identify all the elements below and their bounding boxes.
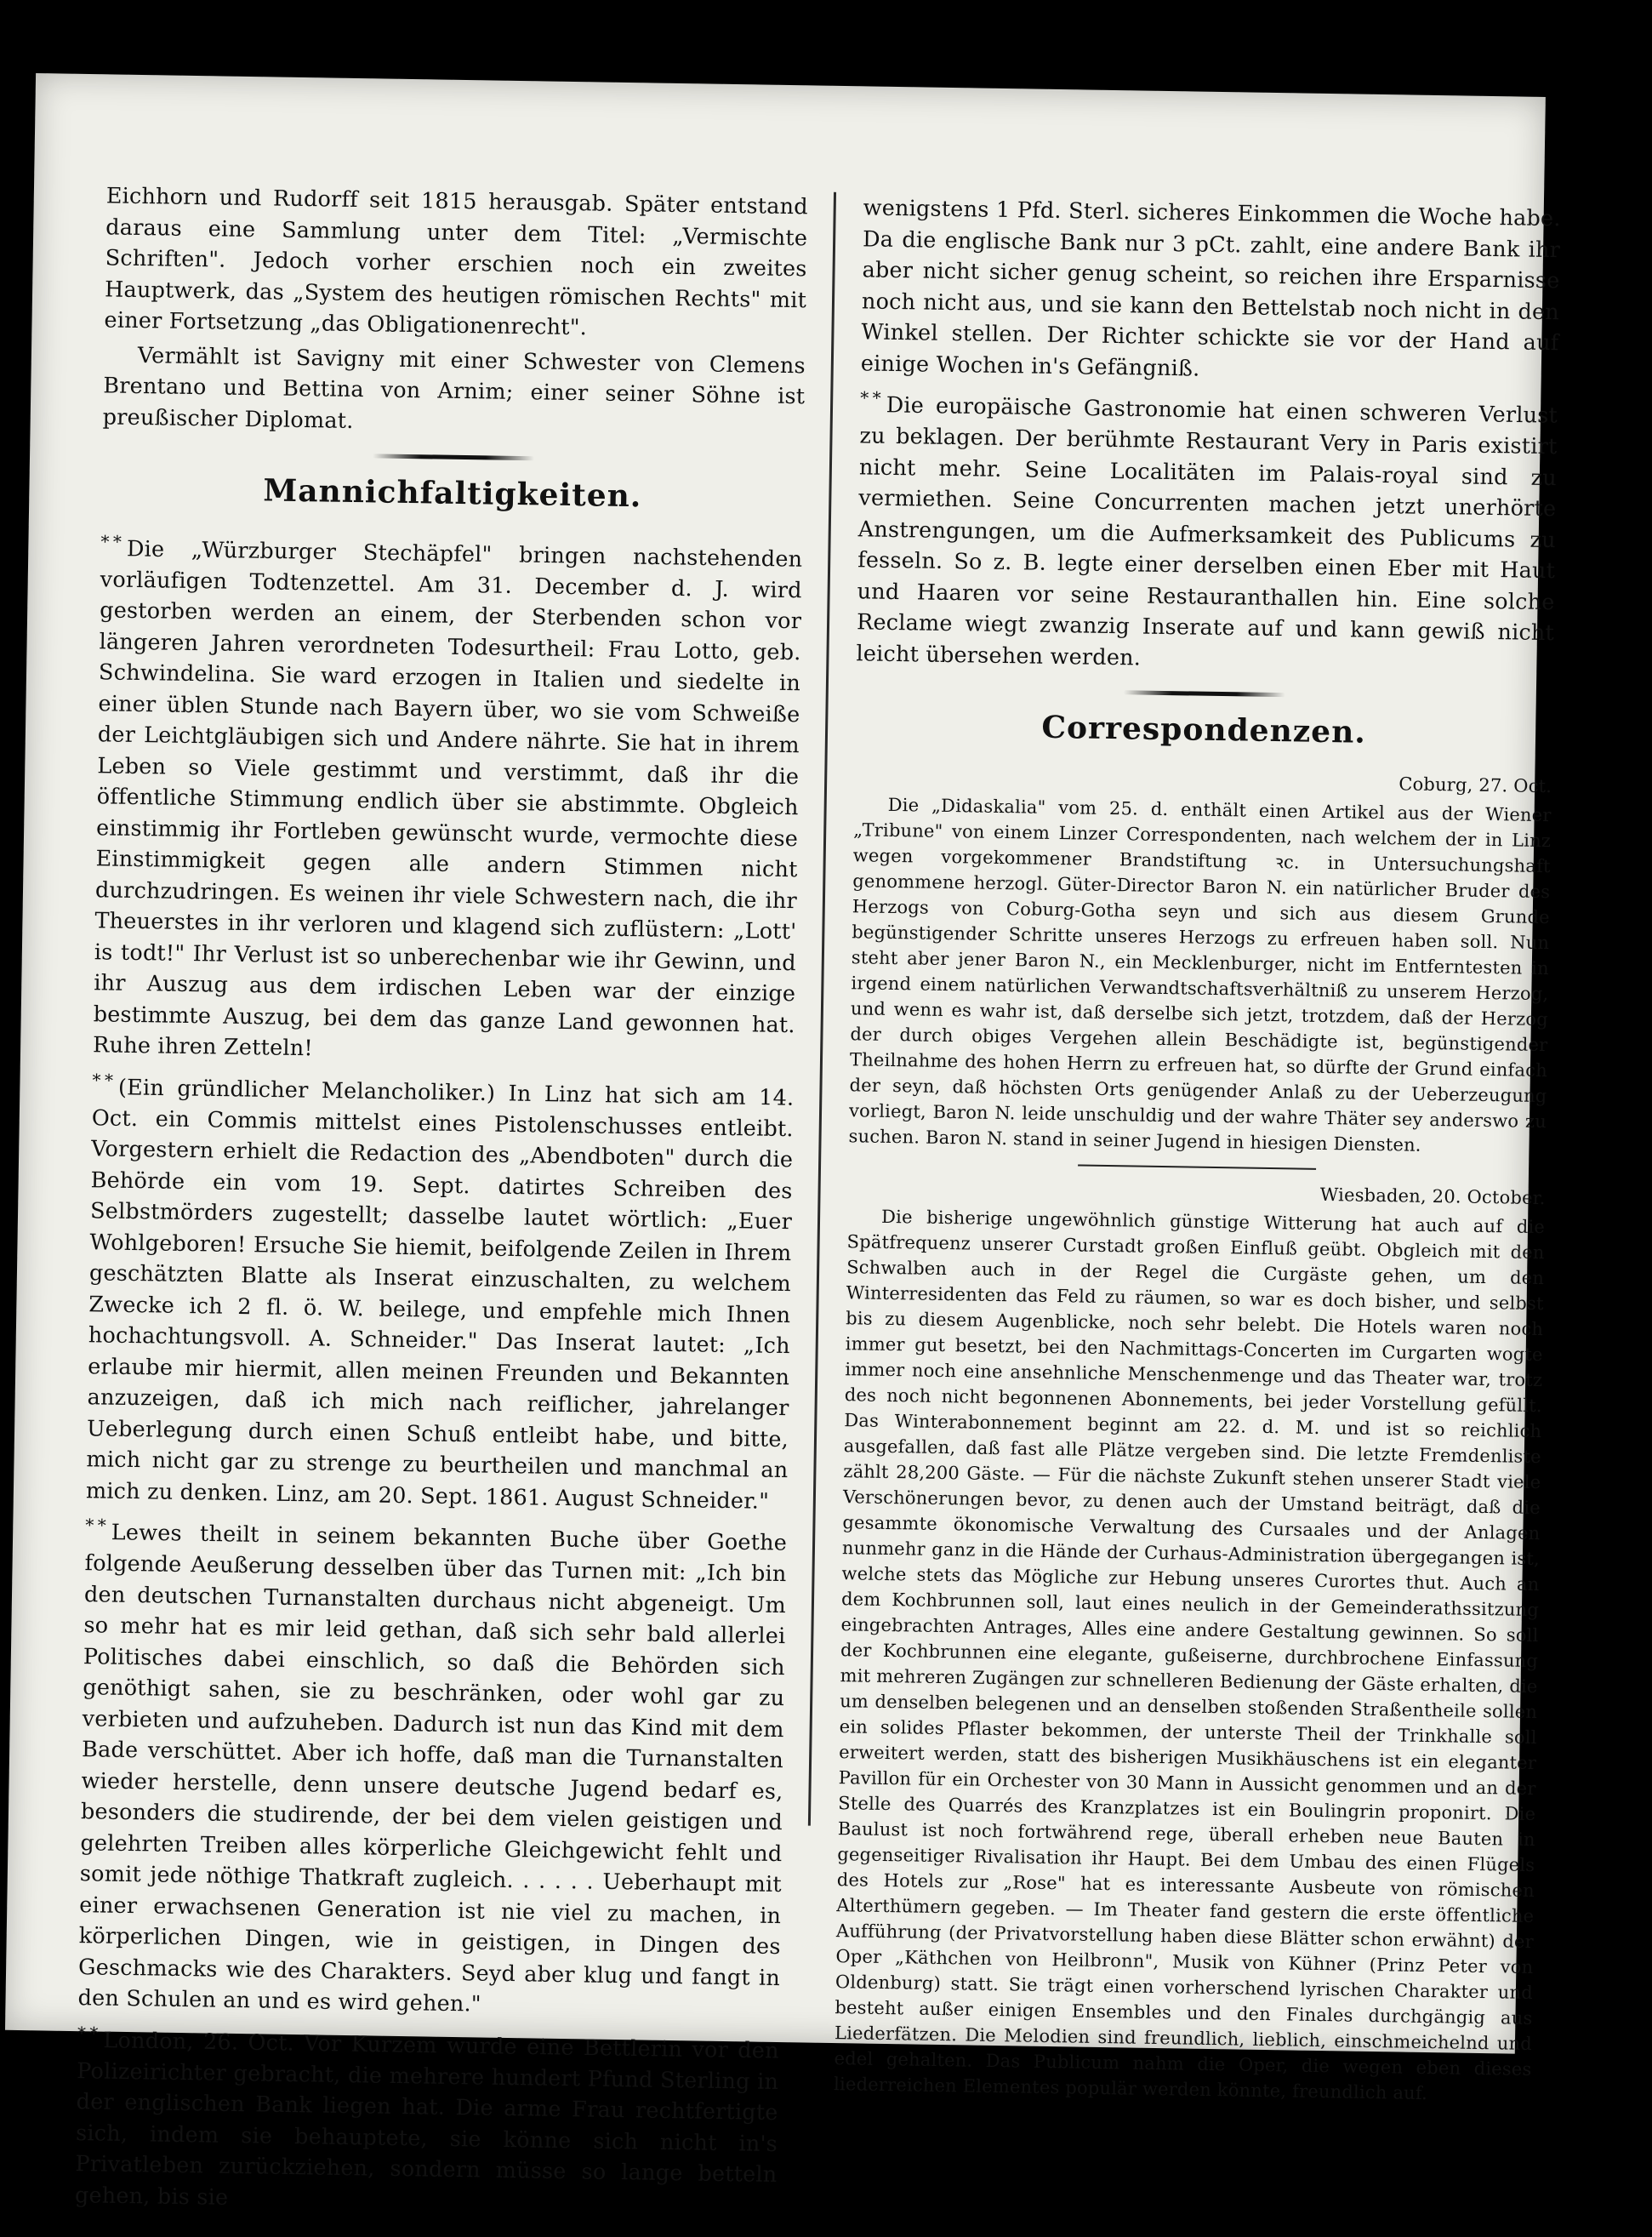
coburg-dateline: Coburg, 27. Oct. [1399, 773, 1552, 796]
intro-paragraph-2: Vermählt ist Savigny mit einer Schwester von Clemens Brentano und Bettina von Arnim; einer seiner Söhne ist preußischer Diplomat. [102, 342, 806, 434]
article-melancholiker-text: (Ein gründlicher Melancholiker.) In Linz hat sich am 14. Oct. ein Commis mittelst eines Pistolenschusses entleibt. Vorgestern erhielt die Redaction des „Abendboten" durch die Behörde ein vom 19. Sept. datirtes Schreiben des Selbstmörders zugestellt; dasselbe lautet wörtlich: „Euer Wohlgeboren! Ersuche Sie hiemit, beifolgende Zeilen in Ihrem geschätzten Blatte als Inserat einzuschalten, zu welchem Zwecke ich 2 fl. ö. W. beilege, und empfehle mich Ihnen hochachtungsvoll. A. Schneider." Das Inserat lautet: „Ich erlaube mir hiermit, allen meinen Freunden und Bekannten anzuzeigen, daß ich mich nach reiflicher, jahrelanger Ueberlegung durch einen Schuß entleibt habe, und bitte, mich nicht gar zu strenge zu beurtheilen und manchmal an mich zu denken. Linz, am 20. Sept. 1861. August Schneider." [85, 1074, 795, 1515]
asterism-marker: * * [77, 2022, 99, 2043]
column-divider [808, 192, 836, 1826]
right-column [834, 192, 1561, 2110]
article-gastronomie [856, 382, 1558, 680]
article-gastronomie-text: Die europäische Gastronomie hat einen schweren Verlust zu beklagen. Der berühmte Restaurant Very in Paris existirt nicht mehr. Seine Localitäten im Palais-royal sind zu vermiethen. Seine Concurrenten machen jetzt unerhörte Anstrengungen, um die Aufmerksamkeit des Publicums zu fesseln. So z. B. legte einer derselben einen Eber mit Haut und Haaren vor seine Restauranthallen hin. Eine solche Reclame wiegt zwanzig Inserate auf und kann gewiß nicht leicht übersehen werden. [856, 392, 1558, 671]
article-stechaepfel [93, 526, 803, 1072]
intro-paragraph-1: Eichhorn und Rudorff seit 1815 herausgab. Später entstand daraus eine Sammlung unter dem Titel: „Vermischte Schriften". Jedoch vorher erschien noch ein zweites Hauptwerk, das „System des heutigen römischen Rechts" mit einer Fortsetzung „das Obligationenrecht". [104, 183, 808, 341]
asterism-marker: * * [92, 1069, 114, 1091]
section-heading-correspondenzen: Correspondenzen. [1041, 709, 1367, 750]
left-column [75, 180, 808, 2225]
article-london-continued: wenigstens 1 Pfd. Sterl. sicheres Einkommen die Woche habe. Da die englische Bank nur 3 pCt. zahlt, eine andere Bank ihr aber nicht sicher genug scheint, so reichen ihre Ersparnisse noch nicht aus, und sie kann den Bettelstab noch nicht in den Winkel stellen. Der Richter schickte sie vor der Hand auf einige Wochen in's Gefängniß. [860, 195, 1561, 382]
report-divider [1078, 1164, 1316, 1169]
section-heading-mannichfaltigkeiten: Mannichfaltigkeiten. [263, 472, 642, 515]
article-london-text: London, 26. Oct. Vor Kurzem wurde eine Bettlerin vor den Polizeirichter gebracht, die mehrere hundert Pfund Sterling in der englischen Bank liegen hat. Die arme Frau rechtfertigte sich, indem sie behauptete, sie könne sich nicht in's Privatleben zurückziehen, sondern müsse so lange betteln gehen, bis sie [74, 2027, 779, 2211]
asterism-marker: * * [860, 387, 882, 408]
newspaper-page [5, 73, 1561, 2211]
section-rule [1124, 690, 1285, 697]
article-london [75, 2017, 779, 2222]
asterism-marker: * * [85, 1515, 107, 1536]
wiesbaden-dateline: Wiesbaden, 20. October. [1319, 1184, 1546, 1208]
wiesbaden-report: Die bisherige ungewöhnlich günstige Witterung hat auch auf die Spätfrequenz unserer Curstadt großen Einfluß geübt. Obgleich mit den Schwalben auch in der Regel die Curgäste gehen, um den Winterresidenten das Feld zu räumen, so war es doch bisher, und selbst bis zu diesem Augenblicke, noch sehr belebt. Die Hotels waren noch immer gut besetzt, bei den Nachmittags-Concerten im Curgarten wogte immer noch eine ansehnliche Menschenmenge und das Theater war, trotz des noch nicht begonnenen Abonnements, bei jeder Vorstellung gefüllt. Das Winterabonnement beginnt am 22. d. M. und ist so reichlich ausgefallen, daß fast alle Plätze vergeben sind. Die letzte Fremdenliste zählt 28,200 Gäste. — Für die nächste Zukunft stehen unserer Stadt viele Verschönerungen bevor, zu denen auch der Umstand beiträgt, daß die gesammte ökonomische Verwaltung des Cursaales und der Anlagen nunmehr ganz in die Hände der Curhaus-Administration übergegangen ist, welche stets das Mögliche zur Hebung unseres Curortes thut. Auch an dem Kochbrunnen soll, laut eines neulich in der Gemeinderathssitzung eingebrachten Antrages, Alles eine andere Gestaltung gewinnen. So soll der Kochbrunnen eine elegante, gußeiserne, durchbrochene Einfassung mit mehreren Zugängen zur schnelleren Bedienung der Gäste erhalten, die um denselben belegenen und an denselben stoßenden Straßentheile sollen ein solides Pflaster bekommen, der unterste Theil der Trinkhalle soll erweitert werden, statt des bisherigen Musikhäuschens ist ein eleganter Pavillon für ein Orchester von 30 Mann in Aussicht genommen und an der Stelle des Quarrés des Kranzplatzes ist ein Boulingrin proponirt. Die Baulust ist noch fortwährend rege, überall erheben neue Bauten in gegenseitiger Rivalisation ihr Haupt. Bei dem Umbau des einen Flügels des Hotels zur „Rose" hat es interessante Ausbeute von römischen Alterthümern gegeben. — Im Theater fand gestern die erste öffentliche Aufführung (der Privatvorstellung haben diese Blätter schon erwähnt) der Oper „Käthchen von Heilbronn", Musik von Kühner (Prinz Peter von Oldenburg) statt. Sie trägt einen vorherschend lyrischen Charakter und besteht außer einigen Ensembles und den Finales durchgängig aus Liederfätzen. Die Melodien sind freundlich, lieblich, einschmeichelnd und edel gehalten. Das Publicum nahm die Oper, die wegen eben dieses liederreichen Elementes populär werden könnte, freundlich auf. [833, 1206, 1546, 2103]
article-stechaepfel-text: Die „Würzburger Stechäpfel" bringen nachstehenden vorläufigen Todtenzettel. Am 31. December d. J. wird gestorben werden an einem, der Sterbenden schon vor längeren Jahren verordneten Todesurtheil: Frau Lotto, geb. Schwindelina. Sie ward erzogen in Italien und siedelte in einer üblen Stunde nach Bayern über, wo sie vom Schweiße der Leichtgläubigen sich und Andere nährte. Sie hat in ihrem Leben so Viele gestimmt und verstimmt, daß ihr die öffentliche Stimmung endlich über sie abstimmte. Obgleich einstimmig ihr Fortleben gewünscht wurde, vermochte diese Einstimmigkeit gegen alle andern Stimmen nicht durchzudringen. Es weinen ihr viele Schwestern nach, die ihr Theuerstes in ihr verloren und klagend sich zuflüstern: „Lott' is todt!" Ihr Verlust ist so unberechenbar wie ihr Gewinn, und ihr Auszug aus dem irdischen Leben war der einzige bestimmte Auszug, bei dem das ganze Land gewonnen hat. Ruhe ihren Zetteln! [92, 535, 803, 1062]
article-turnen-text: Lewes theilt in seinem bekannten Buche über Goethe folgende Aeußerung desselben über das Turnen mit: „Ich bin den deutschen Turnanstalten durchaus nicht abgeneigt. Um so mehr hat es mir leid gethan, daß sich sehr bald allerlei Politisches dabei einschlich, so daß die Behörden sich genöthigt sahen, sie zu beschränken, oder wohl gar zu verbieten und aufzuheben. Dadurch ist nun das Kind mit dem Bade verschüttet. Aber ich hoffe, daß man die Turnanstalten wieder herstelle, denn unsere deutsche Jugend bedarf es, besonders die studirende, der bei dem vielen geistigen und gelehrten Treiben alles körperliche Gleichgewicht fehlt und somit jede nöthige Thatkraft zugleich. . . . . . Ueberhaupt mit einer erwachsenen Generation ist nie viel zu machen, in körperlichen Dingen, wie in geistigen, in Dingen des Geschmacks wie des Charakters. Seyd aber klug und fangt in den Schulen an und es wird gehen." [77, 1520, 788, 2017]
section-rule [373, 454, 534, 460]
article-turnen [77, 1509, 787, 2024]
coburg-report: Die „Didaskalia" vom 25. d. enthält einen Artikel aus der Wiener „Tribune" von einem Linzer Correspondenten, nach welchem der in Linz wegen vorgekommener Brandstiftung ꝛc. in Untersuchungshaft genommene herzogl. Güter-Director Baron N. ein natürlicher Bruder des Herzogs von Coburg-Gotha seyn und sich aus diesem Grunde begünstigender Schritte unseres Herzogs zu erfreuen haben soll. Nun steht aber jener Baron N., ein Mecklenburger, nicht im Entferntesten in irgend einem natürlichen Verwandtschaftsverhältniß zu unserem Herzog, und wenn es wahr ist, daß derselbe sich jetzt, trotzdem, daß der Herzog der durch obiges Vergehen allein Beschädigte ist, begünstigender Theilnahme des hohen Herrn zu erfreuen hat, so dürfte der Grund einfach der seyn, daß höchsten Orts genügender Anlaß zu der Ueberzeugung vorliegt, Baron N. leide unschuldig und der wahre Thäter sey anderswo zu suchen. Baron N. stand in seiner Jugend in hiesigen Diensten. [848, 794, 1552, 1156]
asterism-marker: * * [100, 530, 122, 552]
article-melancholiker [86, 1064, 795, 1517]
correspondence-block [834, 762, 1552, 2108]
